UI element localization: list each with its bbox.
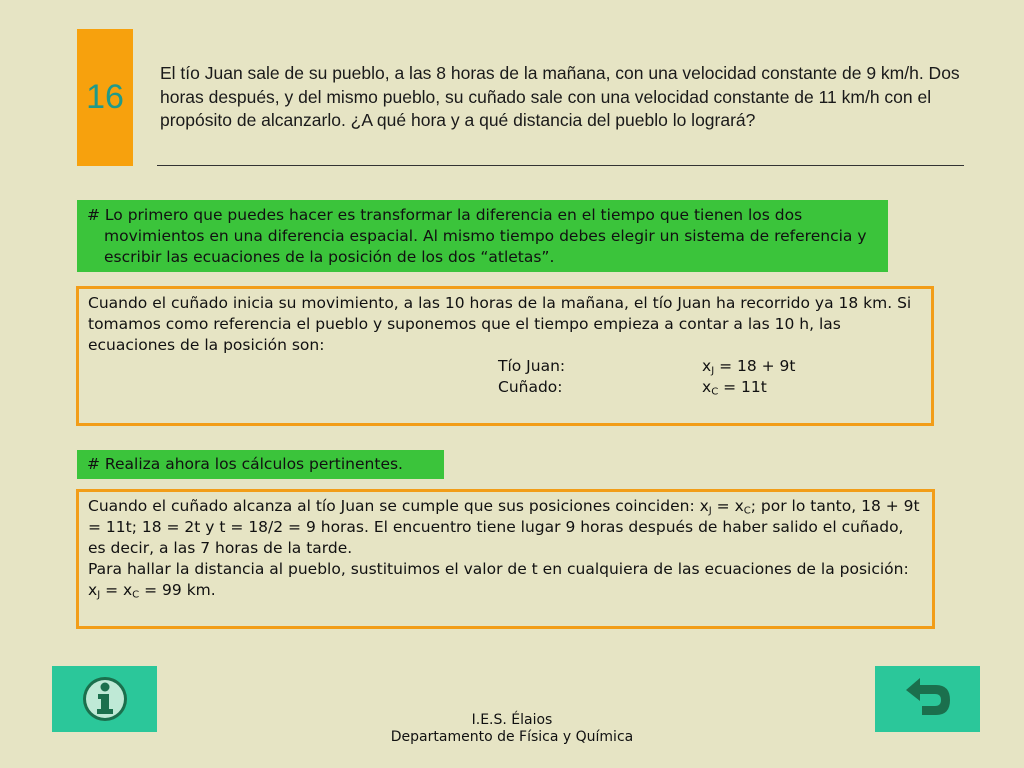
equation-row-cunado	[88, 377, 922, 398]
answer-box-1	[76, 286, 934, 426]
footer-school: I.E.S. Élaios	[471, 712, 553, 728]
answer-box-2	[76, 489, 935, 629]
equation-label-cunado: Cuñado:	[498, 378, 563, 396]
equation-cunado: $x_C = 11t$	[702, 378, 767, 398]
equation-juan: $x_J = 18 + 9t$	[702, 357, 796, 377]
hint-1-text: # Lo primero que puedes hacer es transformar la diferencia en el tiempo que tienen los dos movimientos en una diferencia espacial. Al mismo tiempo debes elegir un sistema de referencia y escribir las ecuaciones de la posición de los dos “atletas”.	[87, 206, 867, 266]
answer-1-text: Cuando el cuñado inicia su movimiento, a las 10 horas de la mañana, el tío Juan ha recorrido ya 18 km. Si tomamos como referencia el pueblo y suponemos que el tiempo empieza a contar a las 10 h, las ecuaciones de la posición son:	[88, 294, 912, 354]
footer-department: Departamento de Física y Química	[390, 729, 634, 745]
equation-row-juan	[88, 356, 922, 377]
answer-2-paragraph-2: Para hallar la distancia al pueblo, sustituimos el valor de t en cualquiera de las ecuaciones de la posición: $x_J = x_C = 99$ km.	[88, 560, 909, 601]
info-icon	[80, 674, 130, 724]
problem-statement: El tío Juan sale de su pueblo, a las 8 horas de la mañana, con una velocidad constante de 9 km/h. Dos horas después, y del mismo pueblo, su cuñado sale con una velocidad constante de 11 km/h con el propósito de alcanzarlo. ¿A qué hora y a qué distancia del pueblo lo logrará?	[160, 63, 960, 130]
answer-2-paragraph-1: Cuando el cuñado alcanza al tío Juan se cumple que sus posiciones coinciden: $x_J = x_C$; por lo tanto, 18 + 9t = 11t; 18 = 2t y t = 18/2 = 9 horas. El encuentro tiene lugar 9 horas después de haber salido el cuñado, es decir, a las 7 horas de la tarde.	[88, 497, 920, 557]
info-button[interactable]	[52, 666, 157, 732]
return-arrow-icon	[900, 676, 956, 722]
equation-label-juan: Tío Juan:	[498, 357, 566, 375]
problem-number: 16	[86, 78, 124, 116]
hint-box-1	[77, 200, 888, 272]
title-divider	[157, 165, 964, 166]
footer	[262, 712, 762, 746]
problem-number-box	[77, 29, 133, 166]
hint-2-text: # Realiza ahora los cálculos pertinentes.	[87, 455, 403, 473]
return-button[interactable]	[875, 666, 980, 732]
hint-box-2	[77, 450, 444, 479]
